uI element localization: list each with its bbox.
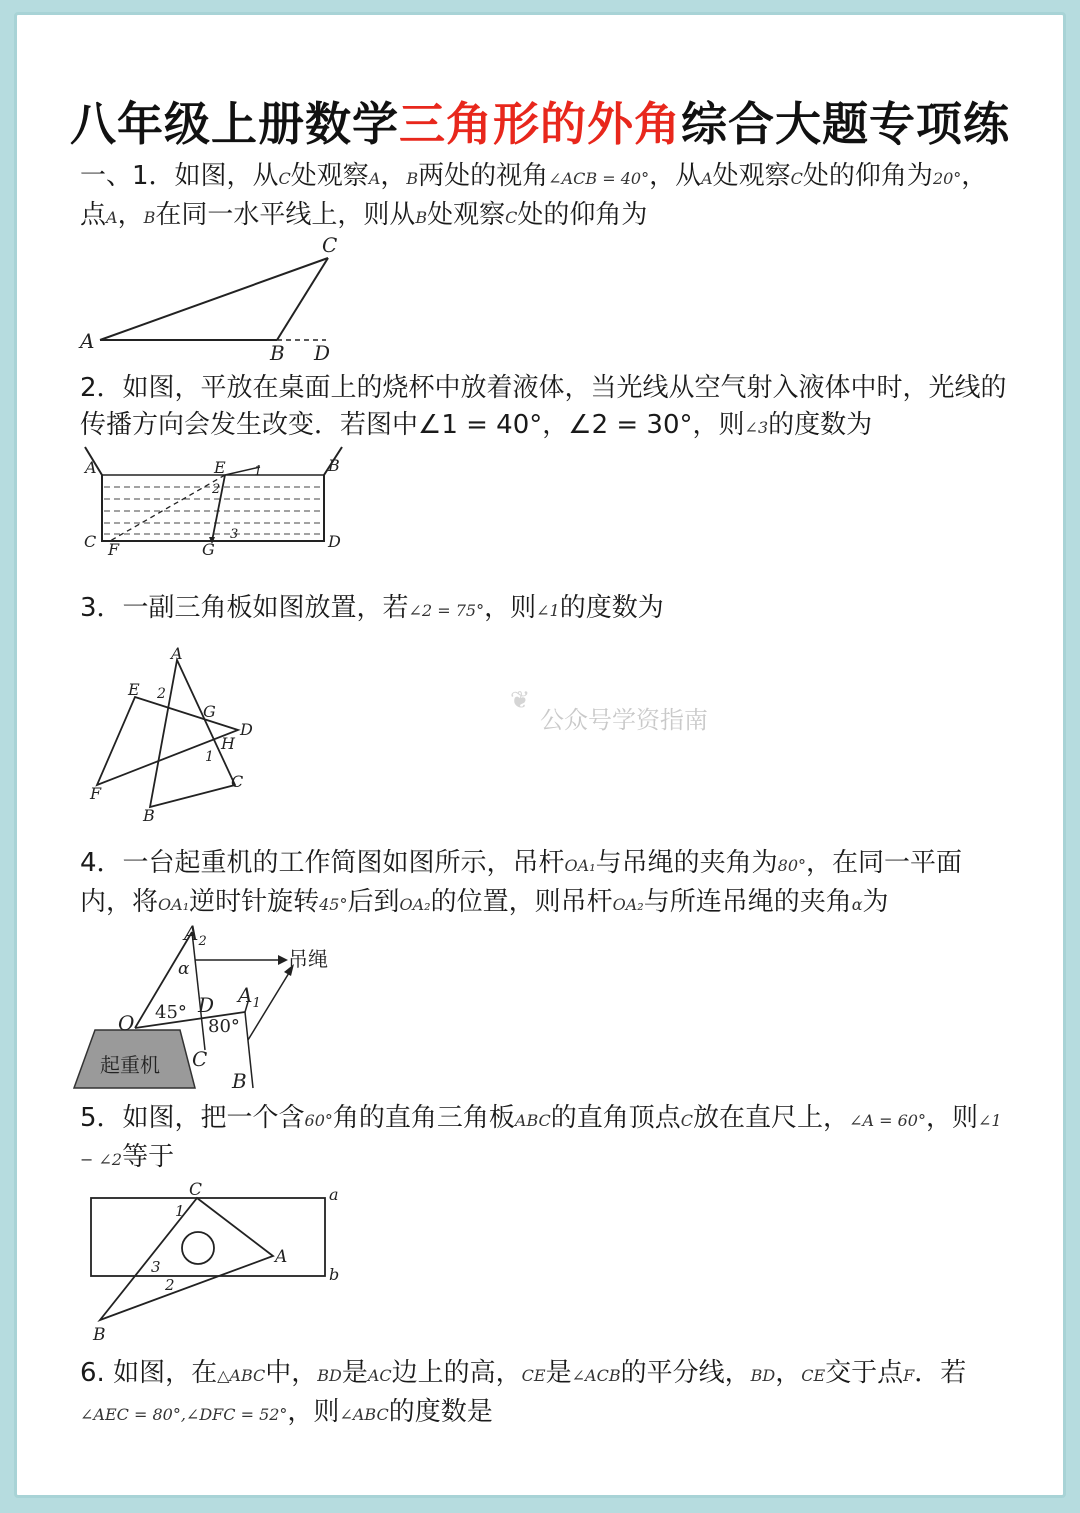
question-text: 处观察 [712, 161, 791, 191]
question-1 [80, 158, 1010, 236]
question-text: 与吊绳的夹角为 [595, 848, 778, 878]
math-expression: C [278, 169, 291, 188]
math-expression: BD [750, 1366, 776, 1385]
fig3-label-B: B [143, 806, 155, 825]
fig5-label-B: B [93, 1325, 106, 1345]
math-expression: A [368, 169, 381, 188]
question-text: ， [775, 1358, 802, 1388]
question-6 [80, 1355, 1010, 1433]
math-expression: 80° [777, 856, 807, 875]
math-expression: C [790, 169, 803, 188]
math-expression: ∠ACB = 40° [548, 169, 650, 188]
fig2-angle-1: 1 [254, 464, 263, 479]
question-text: ，在同一平面内，将 [80, 848, 963, 917]
fig4-label-A1: $A_1$ [238, 983, 261, 1011]
figure-4 [70, 920, 350, 1095]
math-expression: ∠3 [744, 418, 769, 437]
fig5-angle-2: 2 [165, 1276, 175, 1294]
math-expression: CE [521, 1366, 546, 1385]
math-expression: ABC [514, 1111, 551, 1130]
question-text: 为 [862, 887, 889, 917]
question-text: 处观察 [427, 200, 506, 230]
math-expression: AC [367, 1366, 392, 1385]
question-text: ，从 [649, 161, 702, 191]
math-expression: 45° [319, 895, 348, 914]
question-text: ，点 [80, 161, 988, 230]
figure-5 [85, 1180, 355, 1345]
fig3-label-G: G [203, 702, 216, 721]
question-text: 在同一水平线上，则从 [155, 200, 416, 230]
math-expression: C [505, 208, 518, 227]
fig2-label-F: F [108, 540, 120, 559]
question-text: 4．一台起重机的工作简图如图所示，吊杆 [80, 848, 565, 878]
question-text: 的位置，则吊杆 [430, 887, 613, 917]
fig3-label-H: H [221, 734, 235, 753]
math-expression: B [415, 208, 428, 227]
fig4-angle-80: 80° [208, 1016, 240, 1037]
fig5-angle-1: 1 [175, 1202, 185, 1220]
fig4-angle-45: 45° [155, 1002, 187, 1023]
leaf-icon: ❦ [510, 686, 531, 714]
question-text: 中， [265, 1358, 318, 1388]
figure-2 [80, 445, 360, 560]
math-expression: 60° [304, 1111, 333, 1130]
fig3-label-A: A [171, 644, 183, 663]
question-text: 后到 [347, 887, 400, 917]
question-text: 的度数为 [768, 410, 873, 440]
math-expression: α [851, 895, 863, 914]
math-expression: ∠ACB [571, 1366, 621, 1385]
question-text: 交于点 [825, 1358, 904, 1388]
fig2-label-A: A [85, 458, 97, 477]
question-5 [80, 1100, 1010, 1178]
fig2-label-E: E [214, 458, 226, 477]
question-text: 是 [341, 1358, 368, 1388]
fig2-label-D: D [328, 532, 341, 551]
math-expression: ∠2 = 75° [408, 601, 485, 620]
question-text: 逆时针旋转 [189, 887, 320, 917]
question-text: 处的仰角为 [802, 161, 933, 191]
fig3-label-E: E [128, 680, 140, 699]
question-text: ， [117, 200, 144, 230]
question-text: ， [380, 161, 407, 191]
fig5-label-b: b [329, 1265, 340, 1284]
title-part2: 综合大题专项练 [681, 97, 1010, 151]
fig2-angle-2: 2 [212, 482, 221, 497]
question-text: ，则 [925, 1103, 978, 1133]
question-text: ．若 [914, 1358, 967, 1388]
fig4-rope-label: 吊绳 [288, 947, 328, 971]
question-text: 5．如图，把一个含 [80, 1103, 305, 1133]
question-text: 与所连吊绳的夹角 [643, 887, 852, 917]
figure-3 [85, 645, 275, 825]
fig4-label-D: D [198, 993, 215, 1017]
fig5-label-A: A [275, 1247, 288, 1267]
math-expression: A [106, 208, 118, 227]
title-part1: 八年级上册数学 [70, 97, 399, 151]
fig4-label-C: C [192, 1047, 208, 1071]
math-expression: OA₂ [612, 895, 644, 914]
question-text: ∠1 = 40°，∠2 = 30° [418, 410, 693, 440]
question-text: 6. 如图，在 [80, 1358, 218, 1388]
question-text: 的度数是 [388, 1397, 493, 1427]
math-expression: BD [317, 1366, 342, 1385]
question-text: ，则 [692, 410, 745, 440]
fig1-label-B: B [270, 341, 285, 365]
math-expression: OA₁ [158, 895, 190, 914]
figure-1 [70, 230, 370, 370]
question-text: 一、1．如图，从 [80, 161, 279, 191]
question-3 [80, 590, 1010, 629]
fig1-label-A: A [80, 329, 95, 353]
fig2-label-B: B [328, 456, 340, 475]
math-expression: OA₂ [399, 895, 431, 914]
math-expression: A [701, 169, 713, 188]
question-text: 两处的视角 [418, 161, 549, 191]
math-expression: B [406, 169, 419, 188]
fig3-angle-2: 2 [157, 686, 166, 702]
question-text: 处的仰角为 [517, 200, 648, 230]
fig5-label-C: C [189, 1180, 203, 1200]
math-expression: △ABC [217, 1366, 266, 1385]
fig4-label-B: B [232, 1069, 247, 1093]
fig1-label-C: C [322, 233, 338, 257]
question-text: 3．一副三角板如图放置，若 [80, 593, 409, 623]
math-expression: C [680, 1111, 694, 1130]
fig3-label-F: F [90, 784, 102, 803]
question-2 [80, 370, 1010, 446]
watermark: 公众号学资指南 [540, 706, 708, 734]
fig5-angle-3: 3 [151, 1258, 161, 1276]
question-text: 放在直尺上， [693, 1103, 850, 1133]
math-expression: ∠ABC [339, 1405, 389, 1424]
math-expression: OA₁ [564, 856, 596, 875]
fig3-angle-1: 1 [205, 749, 214, 765]
question-text: ，则 [287, 1397, 340, 1427]
math-expression: 20° [932, 169, 962, 188]
question-text: 2．如图，平放在桌面上的烧杯中放着液体，当光线从空气射入液体中时，光线的传播方向会发生改变．若图中 [80, 373, 1007, 440]
title-highlight: 三角形的外角 [399, 97, 681, 151]
fig2-angle-3: 3 [230, 527, 239, 542]
fig3-label-C: C [231, 772, 244, 791]
math-expression: F [903, 1366, 915, 1385]
question-text: 角的直角三角板 [332, 1103, 515, 1133]
question-text: 是 [545, 1358, 572, 1388]
fig4-alpha: α [178, 959, 190, 979]
fig3-label-D: D [240, 720, 253, 739]
math-expression: ∠A = 60° [849, 1111, 926, 1130]
page-title [0, 88, 1080, 154]
math-expression: B [143, 208, 156, 227]
question-text: 的度数为 [559, 593, 664, 623]
fig4-crane-label: 起重机 [100, 1053, 160, 1077]
math-expression: ∠1 [536, 601, 560, 620]
question-text: 的直角顶点 [550, 1103, 681, 1133]
fig5-label-a: a [329, 1185, 339, 1204]
question-text: 等于 [122, 1142, 175, 1172]
fig1-label-D: D [314, 341, 331, 365]
math-expression: ∠1 − ∠2 [80, 1111, 1002, 1169]
question-text: 处观察 [290, 161, 369, 191]
question-text: 的平分线， [620, 1358, 751, 1388]
math-expression: ∠AEC = 80°,∠DFC = 52° [80, 1405, 288, 1424]
math-expression: CE [801, 1366, 826, 1385]
fig4-label-A2: $A_2$ [184, 921, 207, 949]
fig4-label-O: O [118, 1011, 135, 1035]
question-text: 边上的高， [391, 1358, 522, 1388]
question-text: ，则 [484, 593, 537, 623]
fig2-label-C: C [84, 532, 97, 551]
fig2-label-G: G [202, 540, 215, 559]
question-4 [80, 845, 1010, 923]
